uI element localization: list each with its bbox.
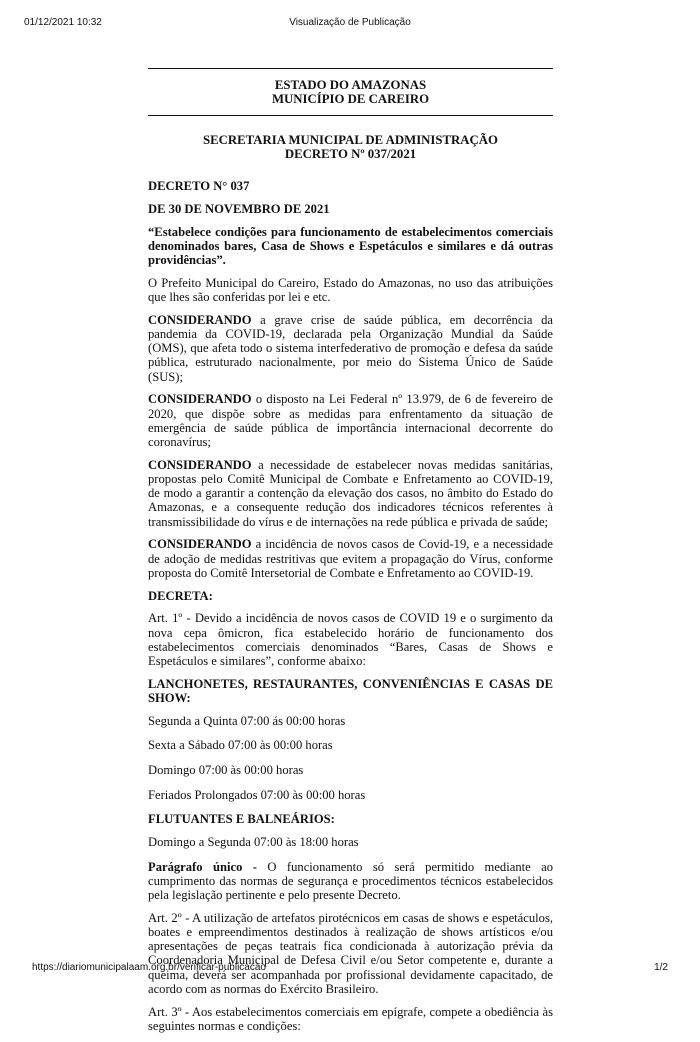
section-header [148,133,553,161]
group-1-title: LANCHONETES, RESTAURANTES, CONVENIÊNCIAS E CASAS DE SHOW: [148,676,553,706]
considerando-2 [148,392,553,449]
schedule-item: Feriados Prolongados 07:00 às 00:00 horas [148,787,366,802]
considerando-lead: CONSIDERANDO [148,392,252,407]
document-page [148,68,553,1042]
decree-code: DECRETO Nº 037/2021 [284,147,417,161]
considerando-4 [148,537,553,580]
secretariat-name: SECRETARIA MUNICIPAL DE ADMINISTRAÇÃO [203,133,498,147]
decree-number: DECRETO N° 037 [148,179,250,193]
article-2: Art. 2º - A utilização de artefatos pirotécnicos em casas de shows e espetáculos, boates e empreendimentos destinados à realização de shows artísticos e/ou apresentações de peças teatrais fica condicionada à autorização prévia da Coordenadoria Municipal de Defesa Civil e/ou Setor competente e, durante a queima, deverá ser acompanhada por profissional devidamente capacitado, de acordo com as normas do Exército Brasileiro. [148,910,553,996]
preamble: O Prefeito Municipal do Careiro, Estado do Amazonas, no uso das atribuições que lhes são conferidas por lei e etc. [148,275,553,304]
document-header [148,69,553,115]
decreta-heading: DECRETA: [148,588,213,603]
considerando-3 [148,458,553,529]
print-page-number: 1/2 [654,962,668,973]
decree-date: DE 30 DE NOVEMBRO DE 2021 [148,201,330,216]
bottom-rule [148,115,553,116]
municipality-name: MUNICÍPIO DE CAREIRO [271,92,430,106]
considerando-lead: CONSIDERANDO [148,537,252,552]
schedule-item: Domingo 07:00 às 00:00 horas [148,763,304,778]
article-1: Art. 1º - Devido a incidência de novos casos de COVID 19 e o surgimento da nova cepa ômicron, fica estabelecido horário de funcionamento dos estabelecimentos comerciais denominados “Bares, Casas de Shows e Espetáculos e similares”, conforme abaixo: [148,611,553,669]
considerando-lead: CONSIDERANDO [148,457,252,472]
considerando-lead: CONSIDERANDO [148,312,252,327]
decree-ementa: “Estabelece condições para funcionamento de estabelecimentos comerciais denominados bares, Casa de Shows e Espetáculos e similares e dá outras providências”. [148,224,553,267]
print-datetime: 01/12/2021 10:32 [24,17,102,28]
paragrafo-unico-lead: Parágrafo único - [148,859,257,874]
group-2-title: FLUTUANTES E BALNEÁRIOS: [148,812,335,827]
schedule-item: Domingo a Segunda 07:00 às 18:00 horas [148,835,359,849]
print-header [0,17,700,31]
print-footer [0,962,700,976]
print-title: Visualização de Publicação [289,17,411,28]
state-name: ESTADO DO AMAZONAS [274,78,427,92]
article-3: Art. 3º - Aos estabelecimentos comerciais em epígrafe, compete a obediência às seguintes normas e condições: [148,1004,553,1033]
paragrafo-unico [148,860,553,903]
considerando-text: o disposto na Lei Federal nº 13.979, de 6 de fevereiro de 2020, que dispõe sobre as medidas para enfrentamento da situação de emergência de saúde pública de importância internacional decorrente do coronavírus; [148,392,553,450]
print-url: https://diariomunicipalaam.org.br/verificar-publicacao [32,962,266,973]
considerando-1 [148,313,553,384]
schedule-item: Segunda a Quinta 07:00 ás 00:00 horas [148,713,346,728]
schedule-item: Sexta a Sábado 07:00 às 00:00 horas [148,738,333,753]
considerando-text: a grave crise de saúde pública, em decorrência da pandemia da COVID-19, declarada pela Organização Mundial da Saúde (OMS), que afeta todo o sistema interfederativo de promoção e defesa da saúde pública, estruturado nacionalmente, por meio do Sistema Único de Saúde (SUS); [148,312,553,384]
considerando-text: a incidência de novos casos de Covid-19, e a necessidade de adoção de medidas restritivas que evitem a propagação do Vírus, conforme proposta do Comitê Intersetorial de Combate e Enfretamento ao COVID-19. [148,537,553,580]
considerando-text: a necessidade de estabelecer novas medidas sanitárias, propostas pelo Comitê Municipal de Combate e Enfretamento ao COVID-19, de modo a garantir a contenção da elevação dos casos, no âmbito do Estado do Amazonas, e a consequente redução dos indicadores técnicos referentes à transmissibilidade do vírus e de internações na rede pública e privada de saúde; [148,457,553,529]
paragrafo-unico-text: O funcionamento só será permitido mediante ao cumprimento das normas de segurança e procedimentos técnicos estabelecidos pela legislação pertinente e pelo presente Decreto. [148,859,554,902]
